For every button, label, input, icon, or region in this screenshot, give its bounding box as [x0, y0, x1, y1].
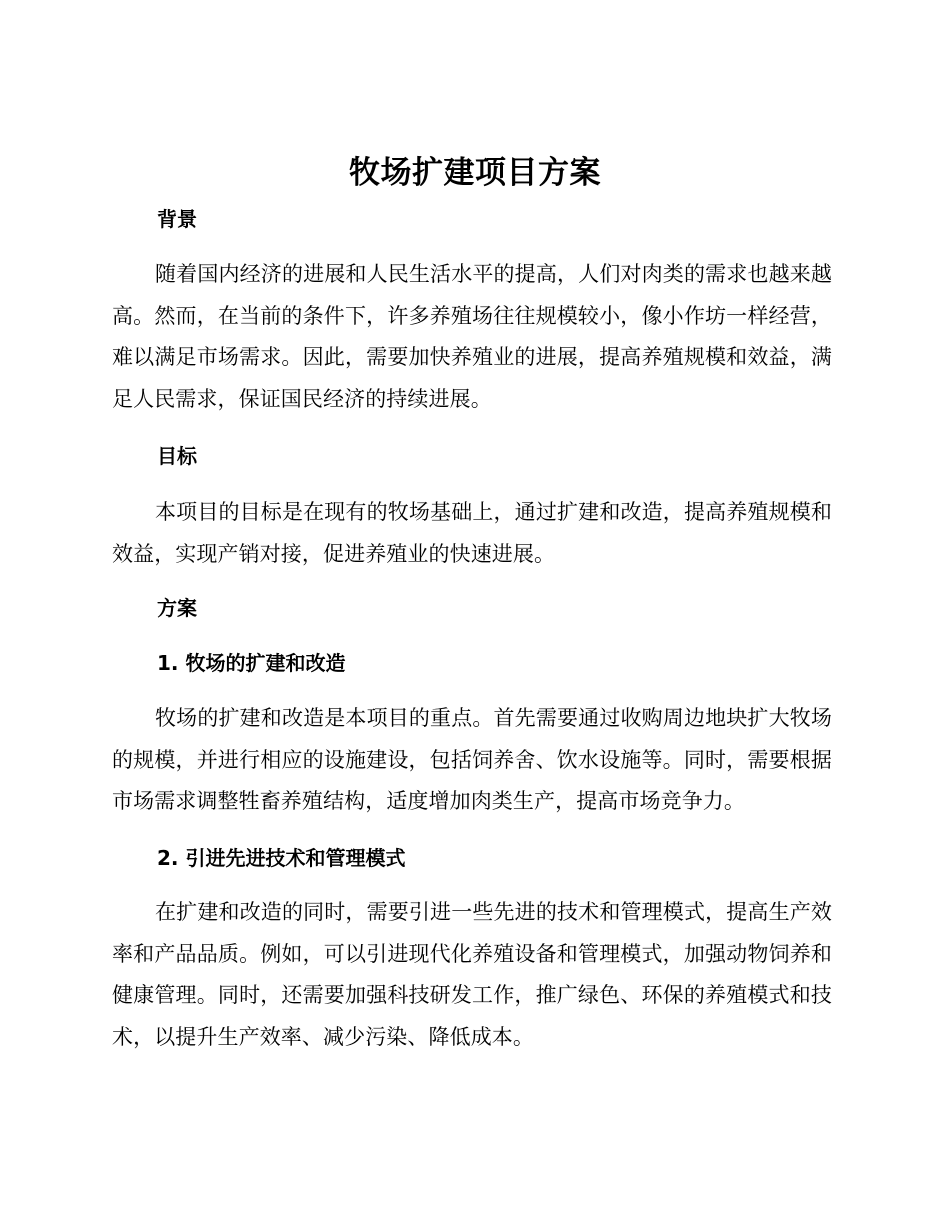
plan-item-1-heading: 1. 牧场的扩建和改造 [157, 651, 346, 675]
section-text-background: 随着国内经济的进展和人民生活水平的提高，人们对肉类的需求也越来越高。然而，在当前的条件下，许多养殖场往往规模较小，像小作坊一样经营，难以满足市场需求。因此，需要加快养殖业的进展，提高养殖规模和效益，满足人民需求，保证国民经济的持续进展。 [112, 262, 832, 411]
document-title: 牧场扩建项目方案 [349, 155, 601, 191]
plan-item-1-text: 牧场的扩建和改造是本项目的重点。首先需要通过收购周边地块扩大牧场的规模，并进行相应的设施建设，包括饲养舍、饮水设施等。同时，需要根据市场需求调整牲畜养殖结构，适度增加肉类生产，提高市场竞争力。 [112, 706, 832, 813]
plan-item-2-text: 在扩建和改造的同时，需要引进一些先进的技术和管理模式，提高生产效率和产品品质。例如，可以引进现代化养殖设备和管理模式，加强动物饲养和健康管理。同时，还需要加强科技研发工作，推广绿色、环保的养殖模式和技术，以提升生产效率、减少污染、降低成本。 [112, 900, 832, 1049]
section-text-goal: 本项目的目标是在现有的牧场基础上，通过扩建和改造，提高养殖规模和效益，实现产销对接，促进养殖业的快速进展。 [112, 500, 832, 566]
section-heading-background: 背景 [157, 207, 197, 231]
section-heading-plan: 方案 [157, 596, 197, 620]
plan-item-2-heading: 2. 引进先进技术和管理模式 [157, 846, 406, 870]
section-heading-goal: 目标 [157, 444, 197, 468]
